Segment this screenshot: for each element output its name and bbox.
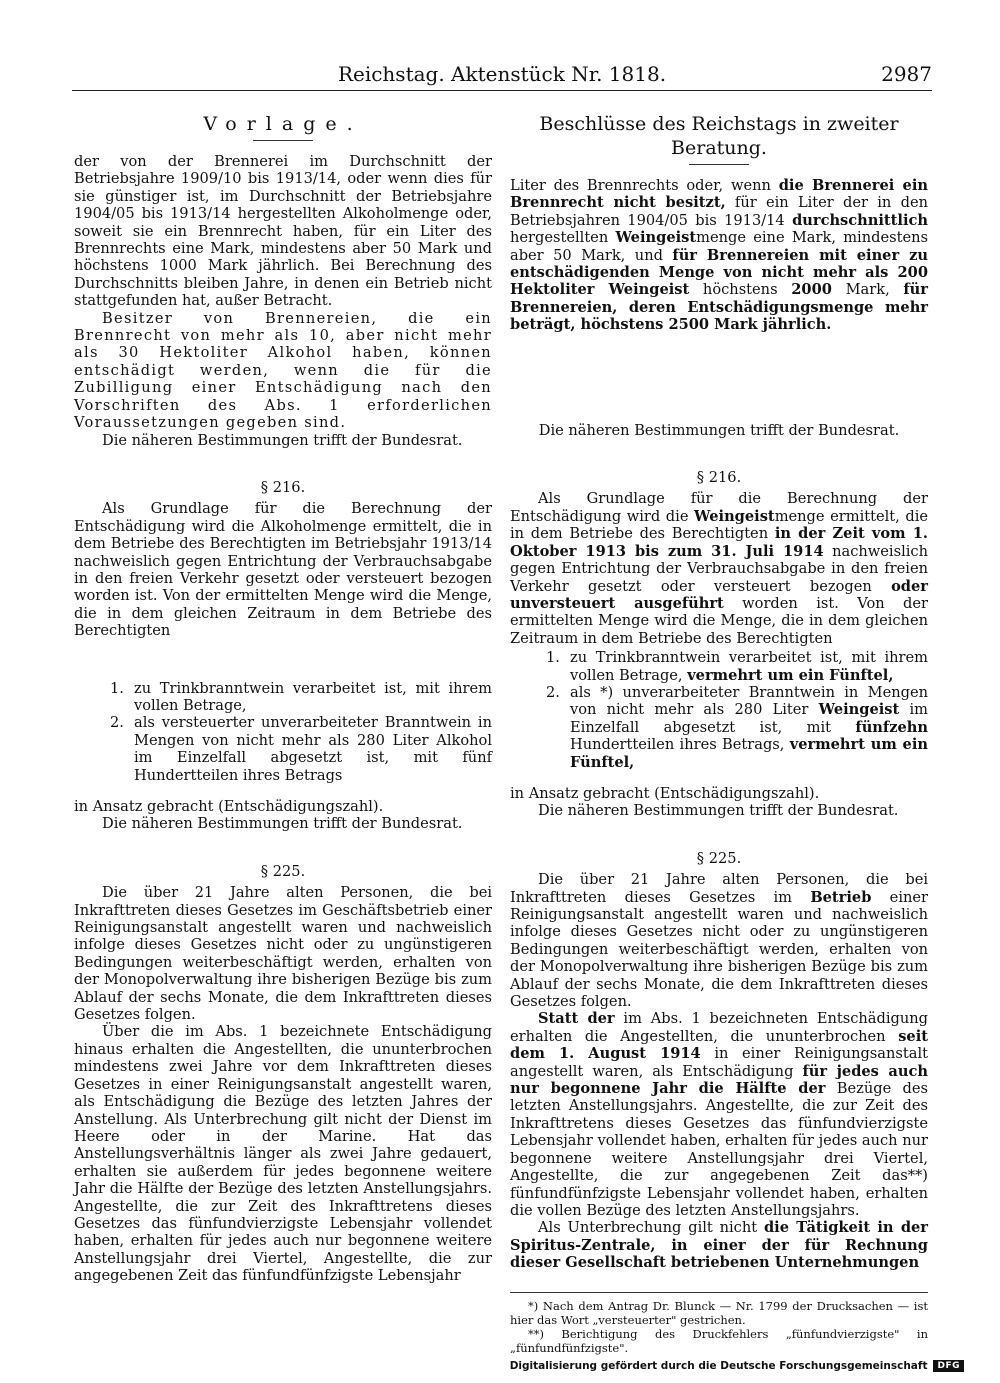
list-number: 2. — [110, 714, 124, 732]
paragraph: Die näheren Bestimmungen trifft der Bundesrat. — [102, 431, 463, 449]
list-number: 1. — [110, 679, 124, 697]
heading-rule — [253, 140, 313, 141]
list — [510, 649, 928, 771]
paragraph: Als Unterbrechung gilt nicht die Tätigkeit in der Spiritus-Zentrale, in einer der für Rechnung dieser Gesellschaft betriebenen Unternehmungen — [510, 1219, 928, 1272]
paragraph: in Ansatz gebracht (Entschädigungszahl). — [510, 784, 820, 802]
footnote: *) Nach dem Antrag Dr. Blunck — Nr. 1799 der Drucksachen — ist hier das Wort „versteuerter" gestrichen. — [510, 1298, 928, 1327]
page-number: 2987 — [881, 62, 932, 86]
paragraph: Die näheren Bestimmungen trifft der Bundesrat. — [538, 421, 900, 439]
list-text: zu Trinkbranntwein verarbeitet ist, mit ihrem vollen Betrage, — [134, 679, 492, 714]
paragraph: Als Grundlage für die Berechnung der Entschädigung wird die Alkoholmenge ermittelt, die in dem Betriebe des Berechtigten im Betriebsjahr 1913/14 nachweislich gegen Entrichtung der Verbrauchsabgabe in den freien Verkehr gesetzt oder versteuert bezogen worden ist. Von der ermittelten Menge wird die Menge, die in dem gleichen Zeitraum in dem Betriebe des Berechtigten — [74, 500, 492, 640]
footnotes — [510, 1292, 928, 1355]
list-item: 1. zu Trinkbranntwein verarbeitet ist, mit ihrem vollen Betrage, vermehrt um ein Fünftel, — [546, 649, 928, 684]
paragraph: Die näheren Bestimmungen trifft der Bundesrat. — [102, 815, 463, 833]
list — [74, 680, 492, 784]
page-header — [72, 62, 932, 91]
paragraph: Die über 21 Jahre alten Personen, die bei Inkrafttreten dieses Gesetzes im Betrieb einer Reinigungsanstalt angestellt waren und nachweislich infolge dieses Gesetzes nicht oder zu ungünstigeren Bedingungen weiterbeschäftigt werden, erhalten von der Monopolverwaltung ihre bisherigen Bezüge bis zum Ablauf der sechs Monate, die dem Inkrafttreten dieses Gesetzes folgen. — [510, 871, 928, 1011]
left-column-heading: Vorlage. — [203, 113, 363, 135]
paragraph: in Ansatz gebracht (Entschädigungszahl). — [74, 798, 384, 815]
paragraph: Als Grundlage für die Berechnung der Entschädigung wird die Weingeistmenge ermittelt, die in dem Betriebe des Berechtigten in der Zeit vom 1. Oktober 1913 bis zum 31. Juli 1914 nachweislich gegen Entrichtung der Verbrauchsabgabe in den freien Verkehr gesetzt oder versteuert bezogen oder unversteuert ausgeführt worden ist. Von der ermittelten Menge wird die Menge, die in dem gleichen Zeitraum in dem Betriebe des Berechtigten — [510, 490, 929, 647]
dfg-logo-icon: DFG — [933, 1360, 964, 1372]
list-text: als versteuerter unverarbeiteter Branntwein in Mengen von nicht mehr als 280 Liter Alkohol im Einzelfall abgesetzt ist, mit fünf Hundertteilen ihres Betrags — [134, 714, 492, 784]
running-title: Reichstag. Aktenstück Nr. 1818. — [337, 62, 667, 86]
paragraph: Die über 21 Jahre alten Personen, die bei Inkrafttreten dieses Gesetzes im Geschäftsbetrieb einer Reinigungsanstalt angestellt waren und nachweislich infolge dieses Gesetzes nicht oder zu ungünstigeren Bedingungen weiterbeschäftigt werden, erhalten von der Monopolverwaltung ihre bisherigen Bezüge bis zum Ablauf der sechs Monate, die dem Inkrafttreten dieses Gesetzes folgen. — [74, 884, 492, 1024]
heading-rule — [689, 164, 749, 165]
section-number: § 216. — [260, 478, 306, 496]
footnote: **) Berichtigung des Druckfehlers „fünfundvierzigste" in „fünfundfünfzigste". — [510, 1326, 928, 1355]
paragraph: Über die im Abs. 1 bezeichnete Entschädigung hinaus erhalten die Angestellten, die ununterbrochen mindestens zwei Jahre vor dem Inkrafttreten dieses Gesetzes in einer Reinigungsanstalt angestellt waren, als Entschädigung die Bezüge des letzten Jahres der Anstellung. Als Unterbrechung gilt nicht der Dienst im Heere oder in der Marine. Hat das Anstellungsverhältnis länger als zwei Jahre gedauert, erhalten sie außerdem für jedes begonnene weitere Jahr die Hälfte der Bezüge des letzten Anstellungsjahrs. Angestellte, die zur Zeit des Inkrafttretens dieses Gesetzes das fünfundvierzigste Lebensjahr vollendet haben, erhalten für jedes auch nur begonnene weitere Anstellungsjahr drei Viertel, Angestellte, die zur angegebenen Zeit das fünfundfünfzigste Lebensjahr — [74, 1023, 492, 1285]
list-item — [74, 714, 492, 784]
list-item — [74, 680, 492, 715]
right-column-heading: Beschlüsse des Reichstags in zweiter Beratung. — [539, 113, 899, 159]
section-number: § 216. — [696, 469, 742, 487]
list-item: 2. als *) unverarbeiteter Branntwein in Mengen von nicht mehr als 280 Liter Weingeist im Einzelfall abgesetzt ist, mit fünfzehn Hundertteilen ihres Betrags, vermehrt um ein Fünftel, — [546, 683, 928, 771]
paragraph: Liter des Brennrechts oder, wenn die Brennerei ein Brennrecht nicht besitzt, für ein Liter der in den Betriebsjahren 1904/05 bis 1913/14 durchschnittlich hergestellten Weingeistmenge eine Mark, mindestens aber 50 Mark, und für Brennereien mit einer zu entschädigenden Menge von nicht mehr als 200 Hektoliter Weingeist höchstens 2000 Mark, für Brennereien, deren Entschädigungsmenge mehr beträgt, höchstens 2500 Mark jährlich. — [510, 177, 928, 334]
paragraph: Statt der im Abs. 1 bezeichneten Entschädigung erhalten die Angestellten, die ununterbrochen seit dem 1. August 1914 in einer Reinigungsanstalt angestellt waren, als Entschädigung für jedes auch nur begonnene Jahr die Hälfte der Bezüge des letzten Anstellungsjahrs. Angestellte, die zur Zeit des Inkrafttretens dieses Gesetzes das fünfundvierzigste Lebensjahr vollendet haben, erhalten für jedes auch nur begonnene weitere Anstellungsjahr drei Viertel, Angestellte, die zur angegebenen Zeit das**) fünfundfünfzigste Lebensjahr vollendet haben, erhalten die vollen Bezüge des letzten Anstellungsjahrs. — [510, 1010, 928, 1219]
digitization-credit — [510, 1357, 964, 1375]
credit-text: Digitalisierung gefördert durch die Deutsche Forschungsgemeinschaft — [509, 1360, 928, 1372]
paragraph: der von der Brennerei im Durchschnitt der Betriebsjahre 1909/10 bis 1913/14, oder wenn dies für sie günstiger ist, im Durchschnitt der Betriebsjahre 1904/05 bis 1913/14 hergestellten Alkoholmenge oder, soweit sie ein Brennrecht haben, für ein Liter des Brennrechts eine Mark, mindestens aber 50 Mark und höchstens 1000 Mark jährlich. Bei Berechnung des Durchschnitts bleiben Jahre, in denen ein Betrieb nicht stattgefunden hat, außer Betracht. — [74, 153, 492, 310]
list-number: 1. — [546, 649, 560, 667]
paragraph: Die näheren Bestimmungen trifft der Bundesrat. — [538, 802, 899, 820]
paragraph: Besitzer von Brennereien, die ein Brennrecht von mehr als 10, aber nicht mehr als 30 Hektoliter Alkohol haben, können entschädigt werden, wenn die für die Zubilligung einer Entschädigung nach den Vorschriften des Abs. 1 erforderlichen Voraussetzungen gegeben sind. — [74, 309, 492, 432]
section-number: § 225. — [696, 849, 742, 867]
right-column — [510, 108, 928, 1355]
section-number: § 225. — [260, 862, 306, 880]
list-number: 2. — [546, 683, 560, 701]
left-column — [74, 108, 492, 1285]
